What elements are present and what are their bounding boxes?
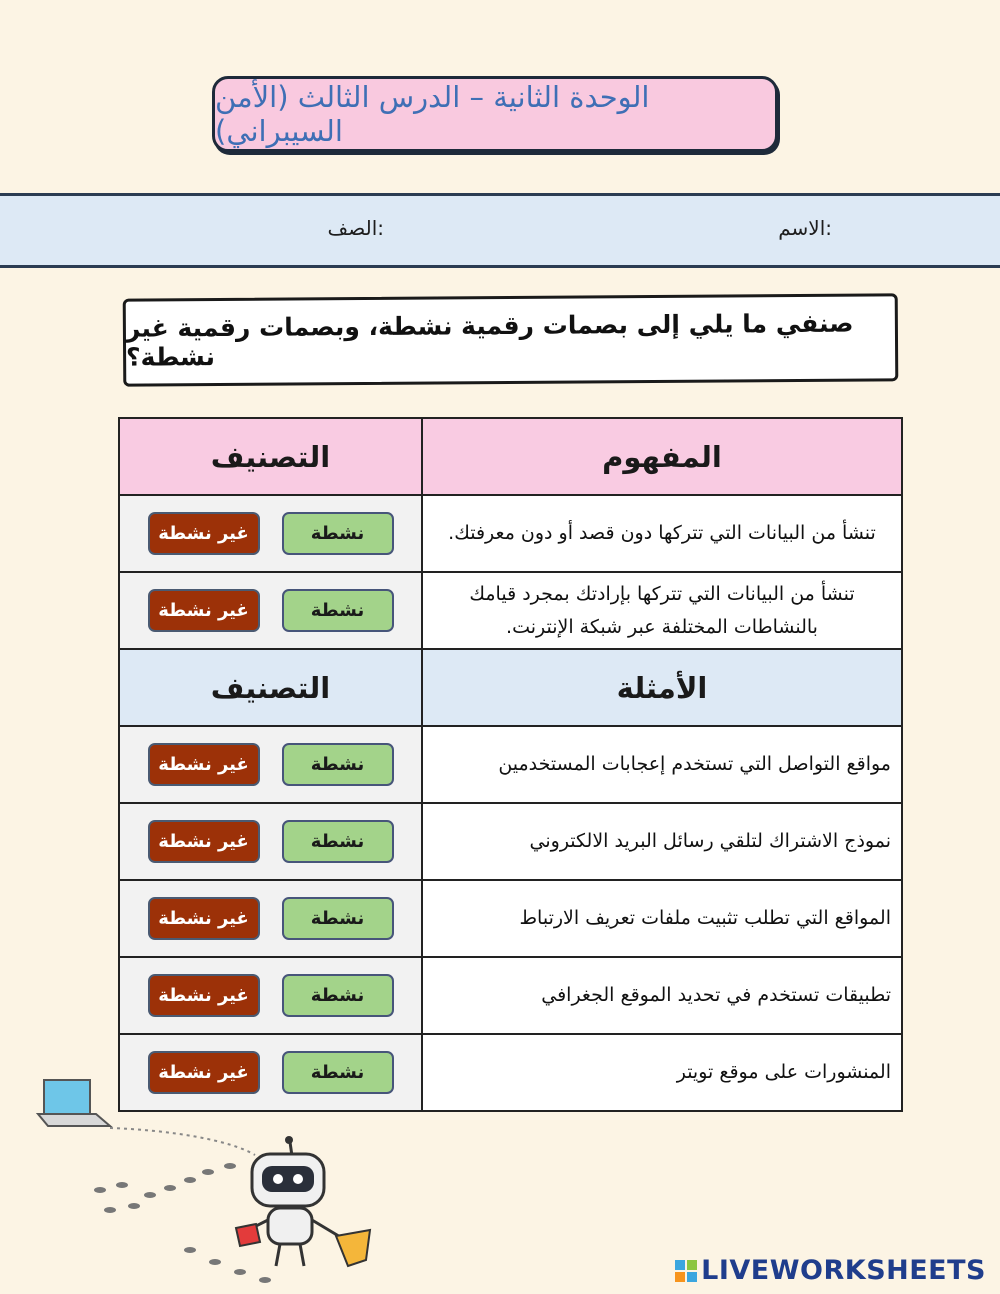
active-option-button[interactable]: نشطة	[282, 897, 394, 940]
classification-cell	[119, 572, 422, 649]
class-label: الصف:	[327, 216, 384, 240]
inactive-option-button[interactable]: غير نشطة	[148, 589, 260, 632]
active-option-button[interactable]: نشطة	[282, 974, 394, 1017]
inactive-option-button[interactable]: غير نشطة	[148, 897, 260, 940]
table-row	[119, 880, 902, 957]
question-text: صنفي ما يلي إلى بصمات رقمية نشطة، وبصمات رقمية غير نشطة؟	[125, 308, 854, 372]
student-info-bar	[0, 193, 1000, 268]
example-text: مواقع التواصل التي تستخدم إعجابات المستخدمين	[422, 726, 902, 803]
table-header-examples	[119, 649, 902, 726]
header-examples: الأمثلة	[422, 649, 902, 726]
example-text: تطبيقات تستخدم في تحديد الموقع الجغرافي	[422, 957, 902, 1034]
active-option-button[interactable]: نشطة	[282, 820, 394, 863]
classification-cell	[119, 957, 422, 1034]
robot-icon	[236, 1136, 370, 1266]
laptop-icon	[38, 1080, 110, 1126]
table-header-concepts	[119, 418, 902, 495]
classification-table	[118, 417, 903, 1112]
table-row	[119, 726, 902, 803]
liveworksheets-logo	[675, 1255, 986, 1286]
logo-mark-icon	[675, 1260, 697, 1282]
worksheet-title-box	[212, 76, 778, 152]
example-text: المنشورات على موقع تويتر	[422, 1034, 902, 1111]
table-row	[119, 957, 902, 1034]
active-option-button[interactable]: نشطة	[282, 1051, 394, 1094]
classification-cell	[119, 495, 422, 572]
concept-text: تنشأ من البيانات التي تتركها دون قصد أو دون معرفتك.	[422, 495, 902, 572]
inactive-option-button[interactable]: غير نشطة	[148, 1051, 260, 1094]
table-row	[119, 803, 902, 880]
inactive-option-button[interactable]: غير نشطة	[148, 820, 260, 863]
inactive-option-button[interactable]: غير نشطة	[148, 974, 260, 1017]
header-classification: التصنيف	[119, 418, 422, 495]
table-row	[119, 572, 902, 649]
name-label: الاسم:	[778, 216, 832, 240]
table-row	[119, 495, 902, 572]
robot-footprints-illustration	[30, 1070, 390, 1290]
header-concept: المفهوم	[422, 418, 902, 495]
active-option-button[interactable]: نشطة	[282, 512, 394, 555]
example-text: المواقع التي تطلب تثبيت ملفات تعريف الارتباط	[422, 880, 902, 957]
inactive-option-button[interactable]: غير نشطة	[148, 512, 260, 555]
worksheet-title: الوحدة الثانية – الدرس الثالث (الأمن السيبراني)	[215, 80, 650, 148]
example-text: نموذج الاشتراك لتلقي رسائل البريد الالكتروني	[422, 803, 902, 880]
classification-cell	[119, 803, 422, 880]
inactive-option-button[interactable]: غير نشطة	[148, 743, 260, 786]
header-classification: التصنيف	[119, 649, 422, 726]
active-option-button[interactable]: نشطة	[282, 743, 394, 786]
classification-cell	[119, 726, 422, 803]
question-box	[123, 293, 899, 386]
concept-text: تنشأ من البيانات التي تتركها بإرادتك بمجرد قيامك بالنشاطات المختلفة عبر شبكة الإنترنت.	[422, 572, 902, 649]
logo-text: LIVEWORKSHEETS	[701, 1255, 986, 1286]
active-option-button[interactable]: نشطة	[282, 589, 394, 632]
classification-cell	[119, 880, 422, 957]
